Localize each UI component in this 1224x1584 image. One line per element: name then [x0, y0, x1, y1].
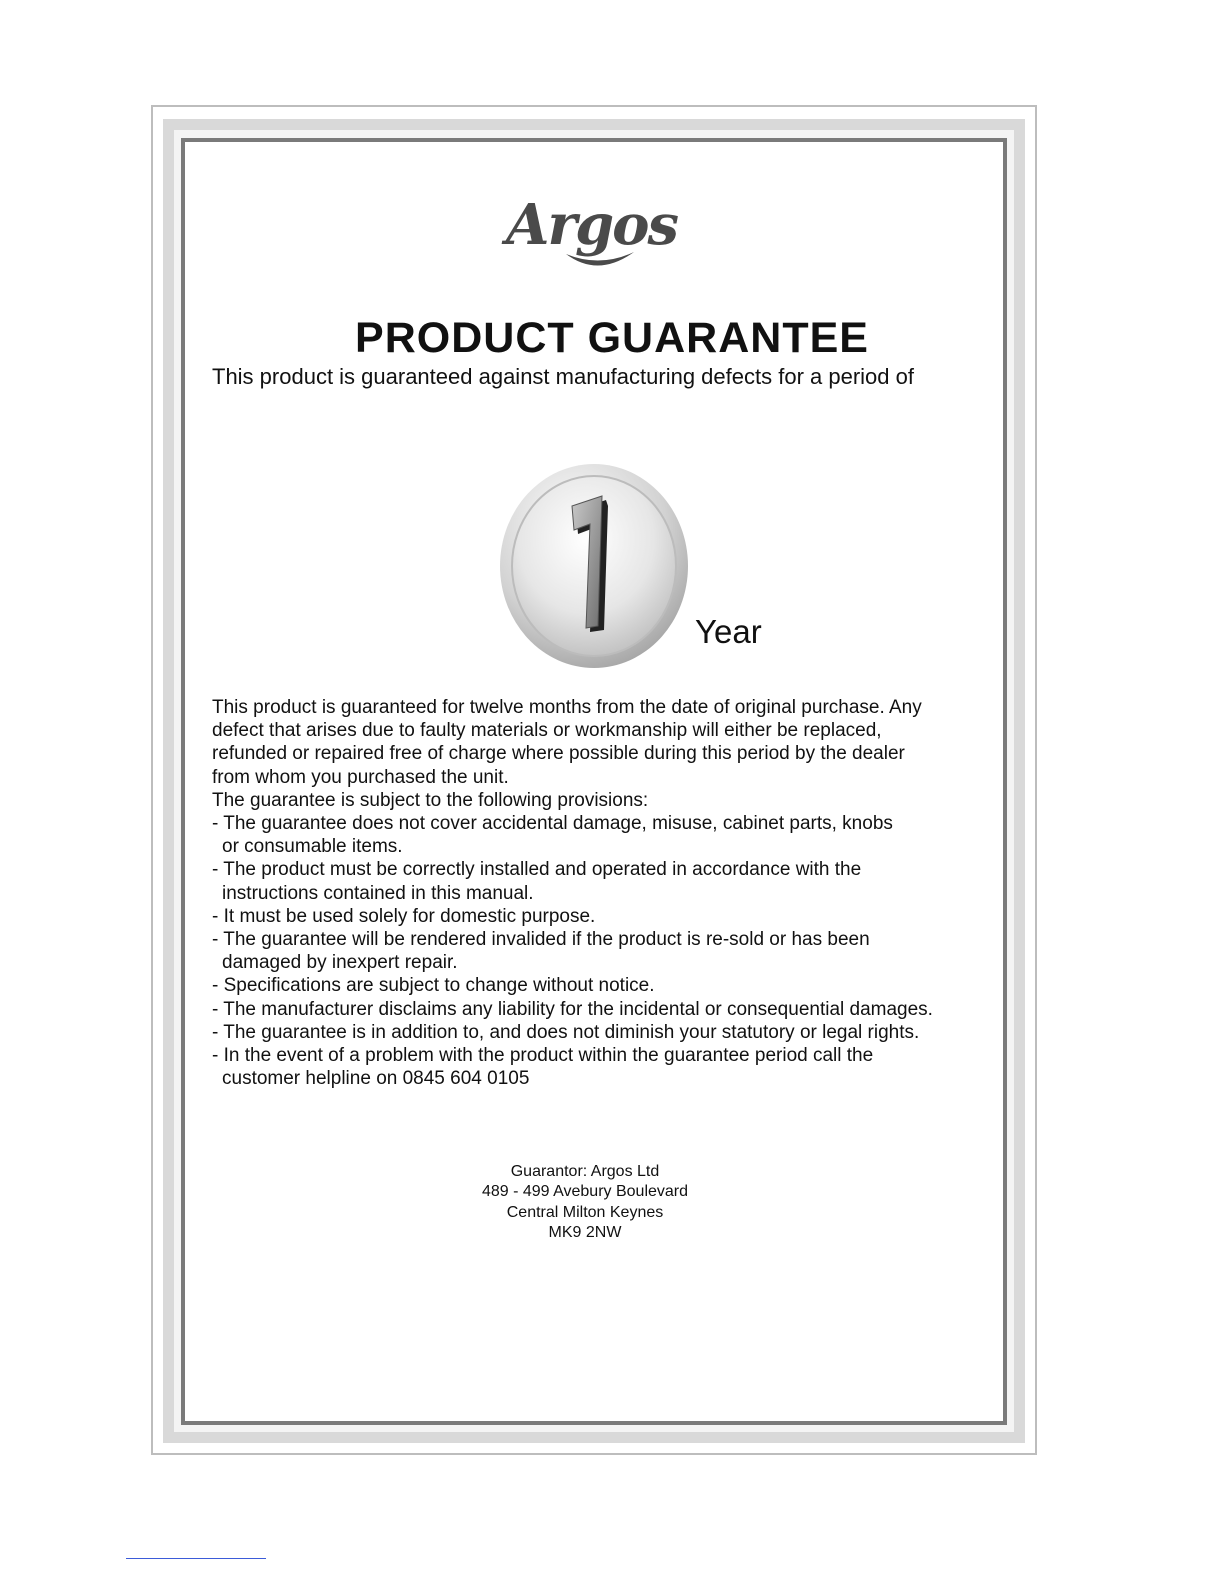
guarantor-address: [0, 1162, 1170, 1243]
terms-line: refunded or repaired free of charge where possible during this period by the dealer: [212, 743, 905, 765]
page-title: PRODUCT GUARANTEE: [355, 314, 869, 362]
customer-helpline-line: customer helpline on 0845 604 0105: [222, 1068, 530, 1090]
guarantor-street: 489 - 499 Avebury Boulevard: [481, 1183, 689, 1201]
terms-line: - Specifications are subject to change without notice.: [212, 975, 655, 997]
guarantor-postcode: MK9 2NW: [548, 1223, 622, 1241]
guarantor-name: Guarantor: Argos Ltd: [510, 1163, 660, 1180]
terms-line: damaged by inexpert repair.: [222, 952, 458, 974]
terms-line: - The manufacturer disclaims any liability for the incidental or consequential damages.: [212, 998, 933, 1020]
terms-line: - It must be used solely for domestic purpose.: [212, 905, 596, 927]
terms-line: - The guarantee will be rendered invalided if the product is re-sold or has been: [212, 929, 870, 951]
terms-line: - The product must be correctly installed and operated in accordance with the: [212, 859, 862, 881]
terms-line: The guarantee is subject to the following provisions:: [212, 789, 649, 811]
footnote-divider: [126, 1558, 266, 1559]
argos-logo: [500, 188, 690, 274]
terms-line: - The guarantee is in addition to, and does not diminish your statutory or legal rights.: [212, 1021, 920, 1043]
one-year-badge-icon: [498, 462, 692, 672]
terms-line: This product is guaranteed for twelve months from the date of original purchase. Any: [212, 697, 922, 718]
badge-number: 1: [498, 462, 499, 463]
terms-line: or consumable items.: [222, 836, 403, 858]
guarantee-period-intro: This product is guaranteed against manufacturing defects for a period of: [212, 364, 914, 389]
terms-line: - In the event of a problem with the product within the guarantee period call the: [212, 1045, 874, 1067]
terms-line: defect that arises due to faulty materials or workmanship will either be replaced,: [212, 720, 882, 742]
terms-line: instructions contained in this manual.: [222, 882, 534, 904]
guarantee-terms: [212, 696, 1002, 1090]
badge-year-label: Year: [695, 613, 762, 650]
terms-line: from whom you purchased the unit.: [212, 766, 509, 788]
terms-line: - The guarantee does not cover accidental damage, misuse, cabinet parts, knobs: [212, 813, 893, 835]
svg-text:Argos: Argos: [506, 192, 677, 258]
guarantor-city: Central Milton Keynes: [506, 1203, 664, 1221]
